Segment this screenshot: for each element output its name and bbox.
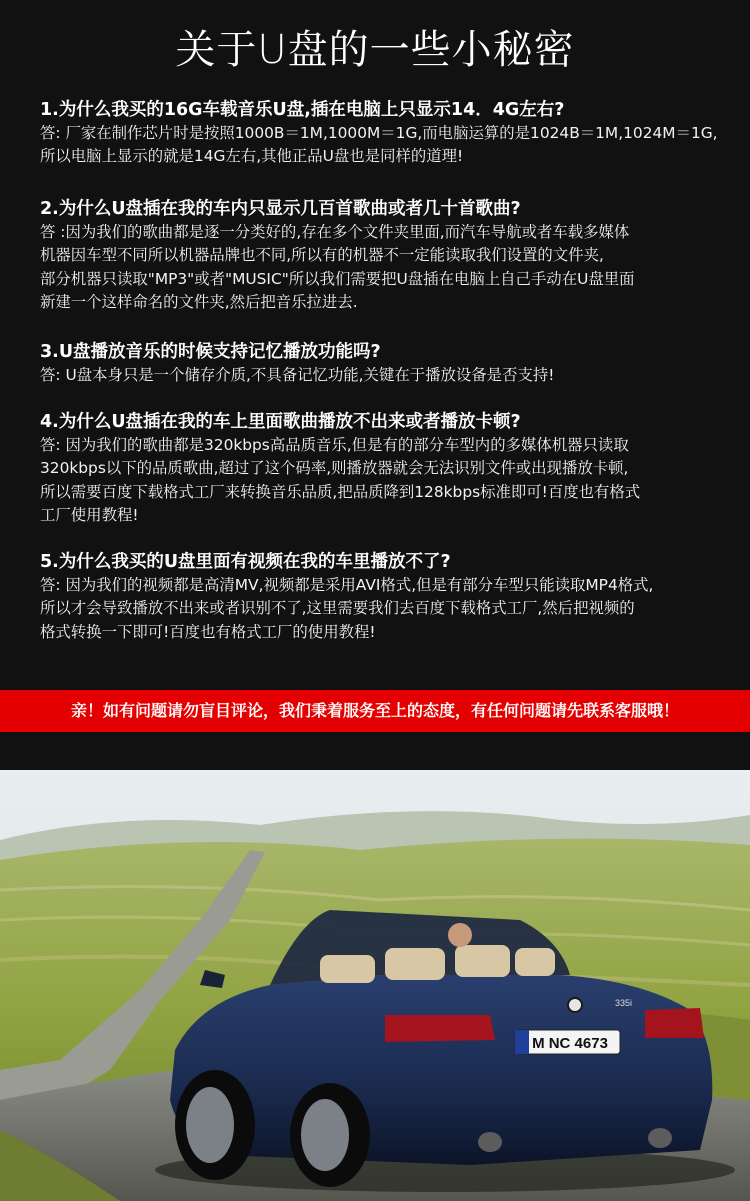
answer — [40, 221, 720, 314]
notice-banner: 亲！如有问题请勿盲目评论，我们秉着服务至上的态度，有任何问题请先联系客服哦！ — [0, 690, 750, 732]
qa-item-1 — [40, 98, 720, 169]
answer-line: 部分机器只读取"MP3"或者"MUSIC"所以我们需要把U盘插在电脑上自己手动在U盘里面 — [40, 269, 635, 288]
page-title: 关于U盘的一些小秘密 — [175, 27, 575, 73]
question: 1.为什么我买的16G车载音乐U盘,插在电脑上只显示14．4G左右? — [40, 100, 565, 120]
answer-line: 答: 因为我们的视频都是高清MV,视频都是采用AVI格式,但是有部分车型只能读取MP4格式, — [40, 576, 654, 594]
qa-item-4 — [40, 410, 720, 527]
question: 3.U盘播放音乐的时候支持记忆播放功能吗? — [40, 342, 381, 362]
answer-line: 答: 厂家在制作芯片时是按照1000B＝1M,1000M＝1G,而电脑运算的是1024B＝1M,1024M＝1G, — [40, 124, 718, 142]
question: 5.为什么我买的U盘里面有视频在我的车里播放不了? — [40, 552, 451, 572]
answer-line: 320kbps以下的品质歌曲,超过了这个码率,则播放器就会无法识别文件或出现播放卡顿, — [40, 459, 629, 478]
answer-line: 格式转换一下即可!百度也有格式工厂的使用教程! — [40, 622, 376, 641]
answer-line: 所以需要百度下载格式工厂来转换音乐品质,把品质降到128kbps标准即可!百度也有格式 — [40, 482, 641, 501]
car-photo — [0, 770, 750, 1201]
question: 2.为什么U盘插在我的车内只显示几百首歌曲或者几十首歌曲? — [40, 199, 521, 219]
qa-item-5 — [40, 550, 720, 644]
question: 4.为什么U盘插在我的车上里面歌曲播放不出来或者播放卡顿? — [40, 412, 521, 432]
qa-item-2 — [40, 197, 720, 314]
answer — [40, 574, 720, 644]
answer — [40, 364, 720, 387]
answer — [40, 122, 720, 169]
answer-line: 工厂使用教程! — [40, 505, 139, 524]
answer-line: 答 :因为我们的歌曲都是逐一分类好的,存在多个文件夹里面,而汽车导航或者车载多媒体 — [40, 223, 630, 241]
answer-line: 答: 因为我们的歌曲都是320kbps高品质音乐,但是有的部分车型内的多媒体机器只读取 — [40, 436, 629, 454]
answer-line: 答: U盘本身只是一个储存介质,不具备记忆功能,关键在于播放设备是否支持! — [40, 366, 555, 384]
license-plate: M NC 4673 — [532, 1035, 608, 1052]
answer-line: 所以电脑上显示的就是14G左右,其他正品U盘也是同样的道理! — [40, 147, 464, 166]
model-badge: 335i — [615, 998, 633, 1008]
answer-line: 新建一个这样命名的文件夹,然后把音乐拉进去. — [40, 292, 358, 311]
answer — [40, 434, 720, 527]
answer-line: 所以才会导致播放不出来或者识别不了,这里需要我们去百度下载格式工厂,然后把视频的 — [40, 599, 635, 618]
qa-item-3 — [40, 340, 720, 387]
answer-line: 机器因车型不同所以机器品牌也不同,所以有的机器不一定能读取我们设置的文件夹, — [40, 246, 604, 265]
